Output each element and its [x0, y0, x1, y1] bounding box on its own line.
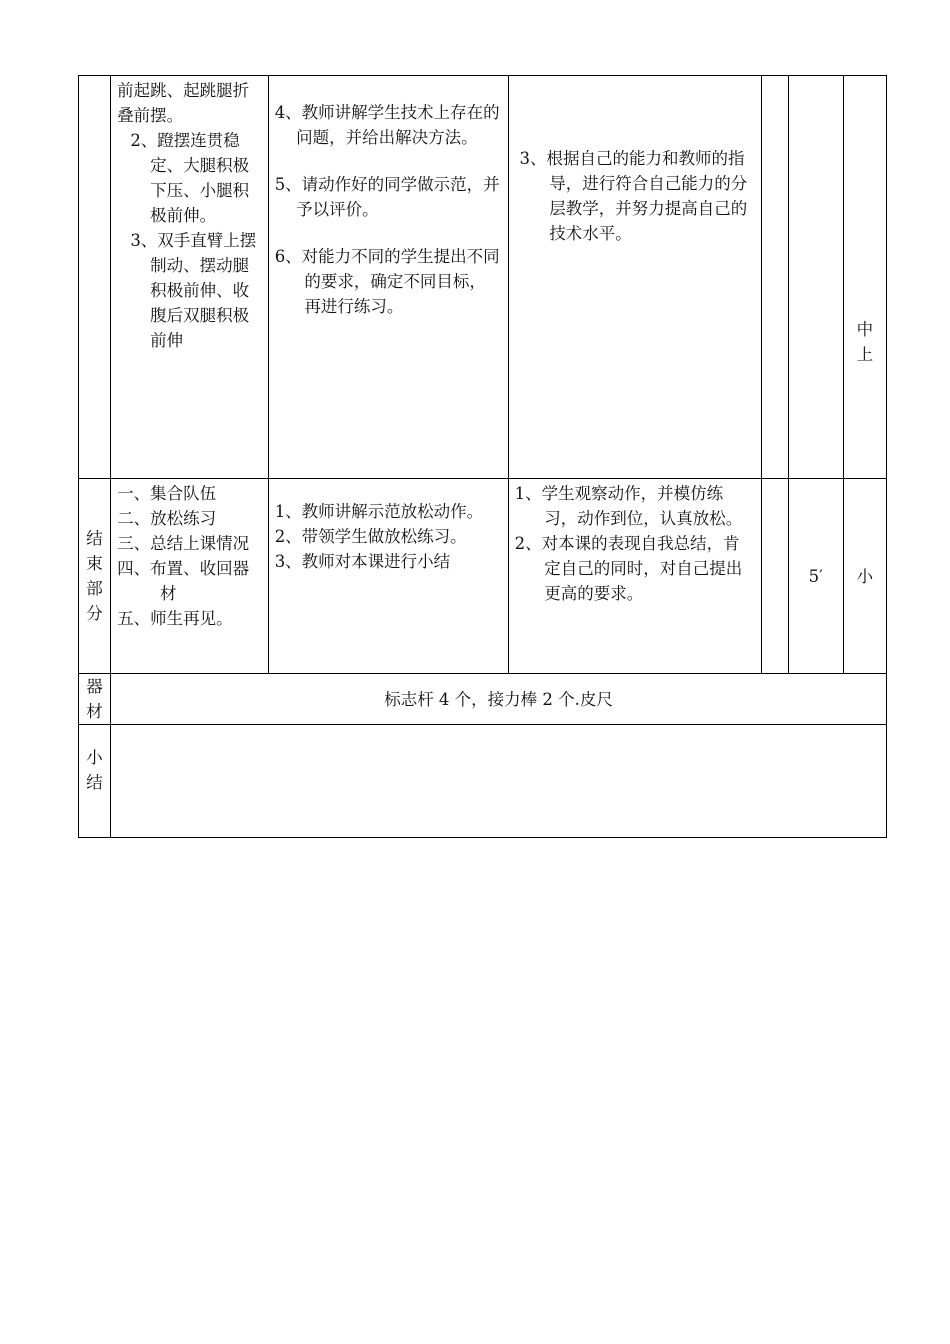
student-item: 2、对本课的表现自我总结，肯定自己的同时，对自己提出更高的要求。: [514, 534, 743, 603]
intensity-cell: [843, 76, 886, 479]
content-item: 3、双手直臂上摆制动、摆动腿积极前伸、收腹后双腿积极前伸: [130, 231, 257, 350]
teacher-item: 3、教师对本课进行小结: [274, 552, 451, 571]
equipment-label-cell: [79, 674, 111, 725]
content-item: 前起跳、起跳腿折叠前摆。: [117, 81, 250, 125]
student-activity-cell: [508, 76, 761, 479]
section-label-cell: [79, 479, 111, 674]
table-row: [79, 674, 887, 725]
content-cell: [111, 479, 269, 674]
summary-label: 小结: [86, 748, 103, 792]
content-item: 一、集合队伍: [117, 484, 217, 503]
summary-label-cell: [79, 725, 111, 838]
intensity-value: 小: [856, 566, 874, 586]
teacher-item: 4、教师讲解学生技术上存在的问题，并给出解决方法。: [274, 103, 500, 147]
section-label-cell: [79, 76, 111, 479]
section-label: 结束部分: [86, 529, 103, 623]
count-cell: [761, 76, 788, 479]
teacher-item: 5、请动作好的同学做示范，并予以评价。: [274, 175, 500, 219]
content-cell: [111, 76, 269, 479]
teacher-item: 1、教师讲解示范放松动作。: [274, 502, 484, 521]
teacher-activity-cell: [268, 479, 508, 674]
teacher-item: 6、对能力不同的学生提出不同的要求，确定不同目标，再进行练习。: [274, 247, 500, 316]
content-item: 三、总结上课情况: [117, 534, 250, 553]
time-cell: [788, 479, 843, 674]
table-row: [79, 725, 887, 838]
student-item: 3、根据自己的能力和教师的指导，进行符合自己能力的分层教学，并努力提高自己的技术水平。: [519, 149, 748, 243]
intensity-cell: [843, 479, 886, 674]
student-item: 1、学生观察动作，并模仿练习，动作到位，认真放松。: [514, 484, 743, 528]
content-item: 四、布置、收回器材: [117, 559, 250, 603]
content-item: 二、放松练习: [117, 509, 217, 528]
teacher-activity-cell: [268, 76, 508, 479]
teacher-item: 2、带领学生做放松练习。: [274, 527, 467, 546]
table-row: [79, 76, 887, 479]
table-row: [79, 479, 887, 674]
content-item: 五、师生再见。: [117, 609, 233, 628]
intensity-value: 中上: [856, 320, 874, 364]
student-activity-cell: [508, 479, 761, 674]
count-cell: [761, 479, 788, 674]
equipment-value: 标志杆 4 个，接力棒 2 个.皮尺: [384, 689, 613, 709]
content-item: 2、蹬摆连贯稳定、大腿积极下压、小腿积极前伸。: [130, 131, 250, 225]
time-cell: [788, 76, 843, 479]
lesson-plan-table: [78, 75, 887, 838]
time-value: 5′: [808, 566, 823, 586]
equipment-value-cell: [111, 674, 887, 725]
summary-value-cell: [111, 725, 887, 838]
equipment-label: 器材: [86, 677, 103, 721]
